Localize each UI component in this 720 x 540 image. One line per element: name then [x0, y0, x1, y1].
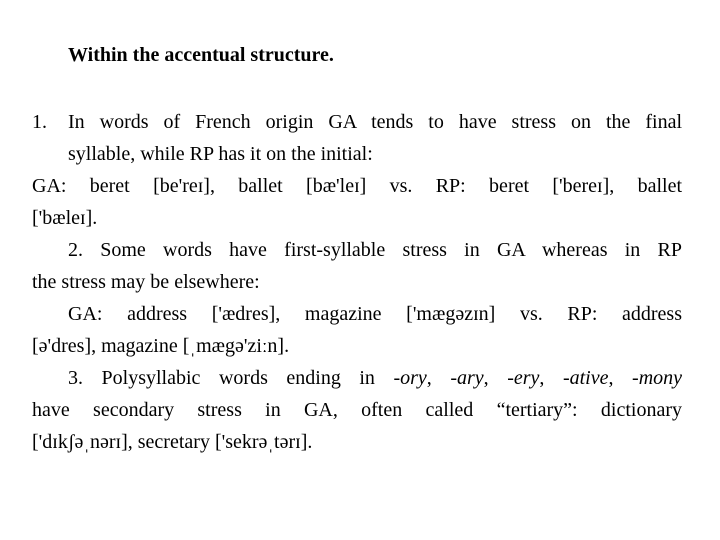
- item-3-line-1: [32, 362, 682, 394]
- item-3-line-2: have secondary stress in GA, often called “tertiary”: dictionary: [32, 399, 682, 421]
- item-2-line-2: the stress may be elsewhere:: [32, 271, 260, 293]
- examples-1-line-1: GA: beret [be'reɪ], ballet [bæ'leɪ] vs. RP: beret ['bereɪ], ballet: [32, 175, 682, 197]
- item-3-line-3: ['dɪkʃəˌnərɪ], secretary ['sekrəˌtərɪ].: [32, 431, 313, 453]
- item-1-number: 1.: [32, 111, 47, 133]
- item-1-line-2: syllable, while RP has it on the initial:: [68, 143, 373, 165]
- slide-body: [32, 106, 682, 458]
- item-3-text-start: 3. Polysyllabic words ending in: [68, 367, 394, 389]
- separator: ,: [426, 367, 451, 389]
- separator: ,: [483, 367, 508, 389]
- separator: ,: [608, 367, 633, 389]
- item-1-line-1: [32, 106, 682, 138]
- suffix-ative: -ative: [562, 367, 609, 389]
- suffix-ary: -ary: [450, 367, 484, 389]
- examples-1-line-2: ['bæleɪ].: [32, 207, 98, 229]
- examples-2-line-1: GA: address ['ædres], magazine ['mægəzɪn] vs. RP: address: [68, 303, 682, 325]
- examples-2-line-2: [ə'dres], magazine [ˌmægə'ziːn].: [32, 335, 290, 357]
- separator: ,: [539, 367, 563, 389]
- slide-heading: Within the accentual structure.: [68, 44, 334, 66]
- item-1-text: In words of French origin GA tends to have stress on the final: [68, 111, 682, 133]
- item-2-line-1: 2. Some words have first-syllable stress in GA whereas in RP: [68, 239, 682, 261]
- suffix-ory: -ory: [393, 367, 427, 389]
- suffix-mony: -mony: [632, 367, 683, 389]
- suffix-ery: -ery: [507, 367, 540, 389]
